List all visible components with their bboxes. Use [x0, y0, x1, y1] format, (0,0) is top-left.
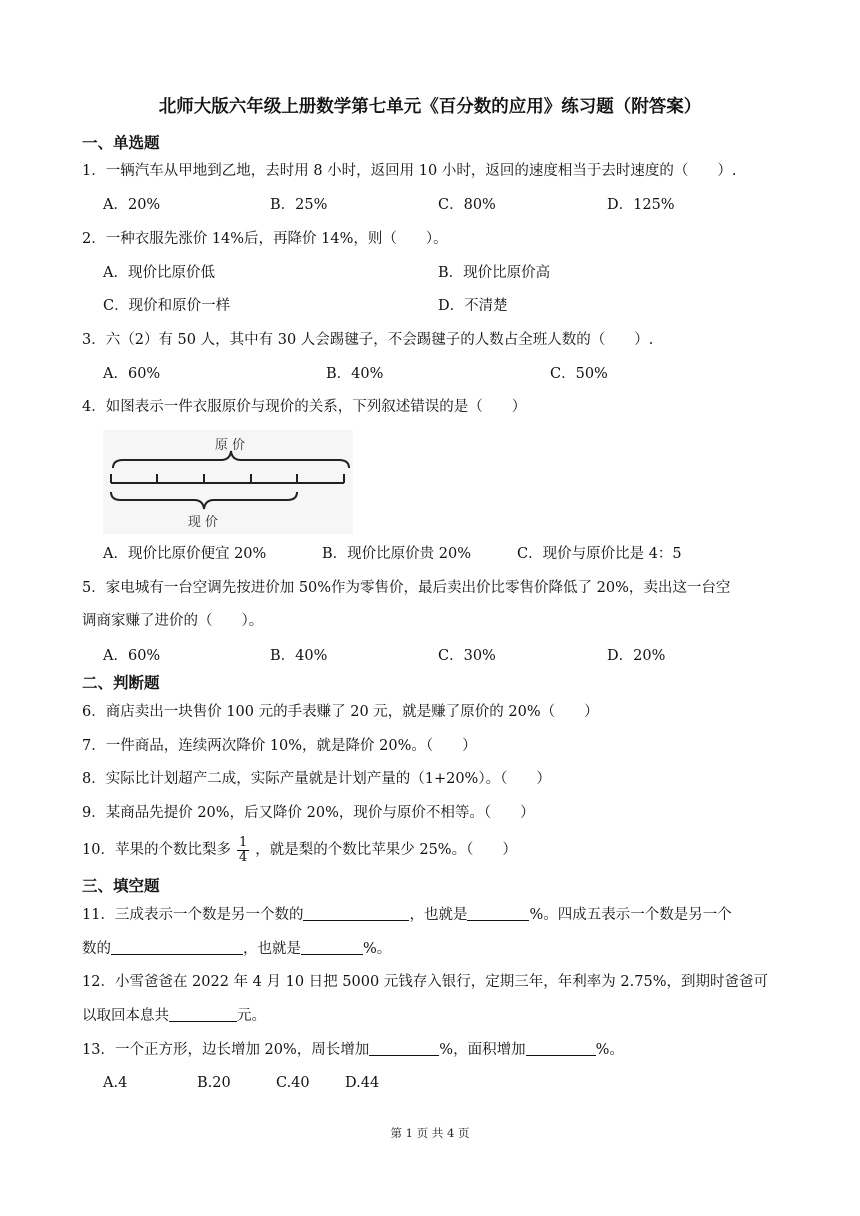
question-10-prefix: 10．苹果的个数比梨多: [82, 842, 231, 858]
question-4-stem: 4．如图表示一件衣服原价与现价的关系，下列叙述错误的是（ ）: [82, 399, 527, 415]
question-3-option-b: B．40%: [326, 366, 384, 382]
question-13-text-a: 13．一个正方形，边长增加 20%，周长增加: [82, 1042, 370, 1058]
original-price-label: 原 价: [214, 438, 246, 453]
page-title: 北师大版六年级上册数学第七单元《百分数的应用》练习题（附答案）: [158, 97, 702, 117]
question-2-option-b: B．现价比原价高: [438, 265, 551, 281]
question-11-line-1: [82, 904, 732, 925]
question-7: 7．一件商品，连续两次降价 10%，就是降价 20%。（ ）: [82, 738, 477, 754]
question-13-text-c: %。: [595, 1042, 624, 1058]
question-5-option-c: C．30%: [438, 648, 496, 664]
answer-blank[interactable]: [169, 1005, 237, 1022]
answer-blank[interactable]: [303, 904, 409, 921]
question-12-text-b: 元。: [237, 1008, 266, 1024]
question-11-text-b: ，也就是: [409, 907, 468, 923]
current-price-label: 现 价: [187, 515, 219, 530]
question-3-option-a: A．60%: [103, 366, 161, 382]
question-5-option-b: B．40%: [270, 648, 328, 664]
question-10-suffix: ，就是梨的个数比苹果少 25%。（ ）: [255, 842, 517, 858]
answer-blank[interactable]: [369, 1039, 439, 1056]
question-8: 8．实际比计划超产二成，实际产量就是计划产量的（1+20%）。（ ）: [82, 771, 551, 787]
question-5-option-d: D．20%: [607, 648, 666, 664]
question-1-stem: 1．一辆汽车从甲地到乙地，去时用 8 小时，返回用 10 小时，返回的速度相当于去时速度的（ ）.: [82, 163, 737, 179]
question-11-text-e: ，也就是: [243, 941, 301, 957]
question-1-option-d: D．125%: [607, 197, 675, 213]
section-heading-true-false: 二、判断题: [82, 674, 160, 692]
question-1-option-a: A．20%: [103, 197, 161, 213]
question-13-option-a: A.4: [103, 1075, 128, 1091]
fraction-numerator: 1: [238, 834, 248, 850]
question-4-option-a: A．现价比原价便宜 20%: [103, 546, 267, 562]
question-2-option-c: C．现价和原价一样: [103, 298, 231, 314]
question-4-option-c: C．现价与原价比是 4：5: [517, 546, 682, 562]
question-11-line-2: [82, 938, 391, 959]
question-5-option-a: A．60%: [103, 648, 161, 664]
question-9: 9．某商品先提价 20%，后又降价 20%，现价与原价不相等。（ ）: [82, 805, 535, 821]
question-1-option-b: B．25%: [270, 197, 328, 213]
section-heading-single-choice: 一、单选题: [82, 134, 160, 152]
question-12-line-1: 12．小雪爸爸在 2022 年 4 月 10 日把 5000 元钱存入银行，定期三年，年利率为 2.75%，到期时爸爸可: [82, 974, 768, 990]
answer-blank[interactable]: [467, 904, 529, 921]
question-11-text-c: %。四成五表示一个数是另一个: [529, 907, 732, 923]
answer-blank[interactable]: [111, 938, 243, 955]
page-number-footer: 第 1 页 共 4 页: [390, 1126, 470, 1140]
question-5-stem-line-1: 5．家电城有一台空调先按进价加 50%作为零售价，最后卖出价比零售价降低了 20%，卖出这一台空: [82, 580, 731, 596]
question-13-option-c: C.40: [276, 1075, 310, 1091]
question-12-text-a: 以取回本息共: [82, 1008, 169, 1024]
question-13-option-d: D.44: [345, 1075, 380, 1091]
question-11-text-d: 数的: [82, 941, 111, 957]
question-3-option-c: C．50%: [550, 366, 608, 382]
question-4-option-b: B．现价比原价贵 20%: [322, 546, 471, 562]
question-13-text-b: %，面积增加: [439, 1042, 526, 1058]
fraction-denominator: 4: [238, 849, 248, 865]
question-11-text-a: 11．三成表示一个数是另一个数的: [82, 907, 304, 923]
question-10: [82, 833, 517, 867]
question-3-stem: 3．六（2）有 50 人，其中有 30 人会踢毽子，不会踢毽子的人数占全班人数的（ ）.: [82, 332, 654, 348]
question-1-option-c: C．80%: [438, 197, 496, 213]
question-13-option-b: B.20: [197, 1075, 231, 1091]
question-6: 6．商店卖出一块售价 100 元的手表赚了 20 元，就是赚了原价的 20%（ ）: [82, 704, 599, 720]
question-11-text-f: %。: [363, 941, 392, 957]
question-12-line-2: [82, 1005, 266, 1026]
question-5-stem-line-2: 调商家赚了进价的（ ）。: [82, 613, 264, 629]
section-heading-fill-in: 三、填空题: [82, 877, 160, 895]
question-2-stem: 2．一种衣服先涨价 14%后，再降价 14%，则（ ）。: [82, 231, 448, 247]
answer-blank[interactable]: [301, 938, 363, 955]
question-13-stem: [82, 1039, 624, 1060]
answer-blank[interactable]: [526, 1039, 596, 1056]
question-2-option-d: D．不清楚: [438, 298, 508, 314]
question-2-option-a: A．现价比原价低: [103, 265, 215, 281]
fraction-one-quarter: [237, 836, 249, 865]
price-relation-figure: [103, 430, 353, 534]
